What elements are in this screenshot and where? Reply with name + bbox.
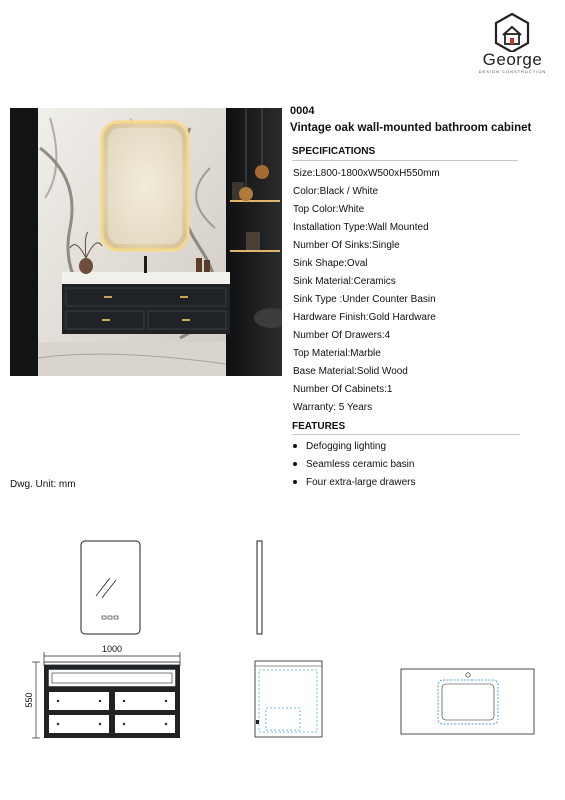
feature-item bbox=[292, 440, 415, 458]
features-list bbox=[292, 440, 415, 494]
bullet-icon bbox=[293, 480, 297, 484]
feature-label: Seamless ceramic basin bbox=[306, 459, 415, 470]
specifications-divider bbox=[292, 160, 518, 161]
spec-item: Sink Shape:Oval bbox=[293, 258, 368, 269]
width-dimension-label: 1000 bbox=[101, 644, 123, 654]
spec-item: Warranty: 5 Years bbox=[293, 402, 373, 413]
feature-label: Four extra-large drawers bbox=[306, 477, 416, 488]
specifications-list bbox=[293, 167, 440, 419]
product-title: Vintage oak wall-mounted bathroom cabinet bbox=[290, 122, 532, 134]
spec-item: Sink Material:Ceramics bbox=[293, 276, 396, 287]
spec-item: Number Of Sinks:Single bbox=[293, 240, 400, 251]
brand-name: George bbox=[482, 50, 543, 69]
brand-logo bbox=[470, 12, 555, 78]
spec-item: Top Color:White bbox=[293, 204, 365, 215]
bullet-icon bbox=[293, 444, 297, 448]
spec-item: Top Material:Marble bbox=[293, 348, 381, 359]
product-code: 0004 bbox=[290, 105, 315, 117]
spec-item: Base Material:Solid Wood bbox=[293, 366, 408, 377]
height-dimension-label: 550 bbox=[24, 692, 34, 708]
brand-tagline: DESIGN CONSTRUCTION bbox=[478, 69, 547, 74]
cabinet-front-drawing bbox=[22, 642, 192, 742]
bullet-icon bbox=[293, 462, 297, 466]
feature-label: Defogging lighting bbox=[306, 441, 387, 452]
features-heading: FEATURES bbox=[292, 421, 346, 432]
spec-item: Hardware Finish:Gold Hardware bbox=[293, 312, 436, 323]
house-logo-icon bbox=[470, 12, 555, 52]
feature-item bbox=[292, 458, 415, 476]
spec-item: Number Of Drawers:4 bbox=[293, 330, 391, 341]
countertop-top-drawing bbox=[400, 668, 536, 736]
feature-item bbox=[292, 476, 415, 494]
drawing-unit-label: Dwg. Unit: mm bbox=[10, 479, 76, 490]
mirror-side-drawing bbox=[256, 540, 264, 636]
spec-item: Installation Type:Wall Mounted bbox=[293, 222, 429, 233]
mirror-drawing bbox=[80, 540, 142, 636]
product-photo bbox=[10, 108, 282, 376]
specifications-heading: SPECIFICATIONS bbox=[292, 146, 376, 157]
features-divider bbox=[292, 434, 520, 435]
spec-item: Size:L800-1800xW500xH550mm bbox=[293, 168, 440, 179]
spec-item: Sink Type :Under Counter Basin bbox=[293, 294, 436, 305]
cabinet-side-drawing bbox=[254, 660, 324, 740]
spec-item: Number Of Cabinets:1 bbox=[293, 384, 393, 395]
spec-item: Color:Black / White bbox=[293, 186, 379, 197]
